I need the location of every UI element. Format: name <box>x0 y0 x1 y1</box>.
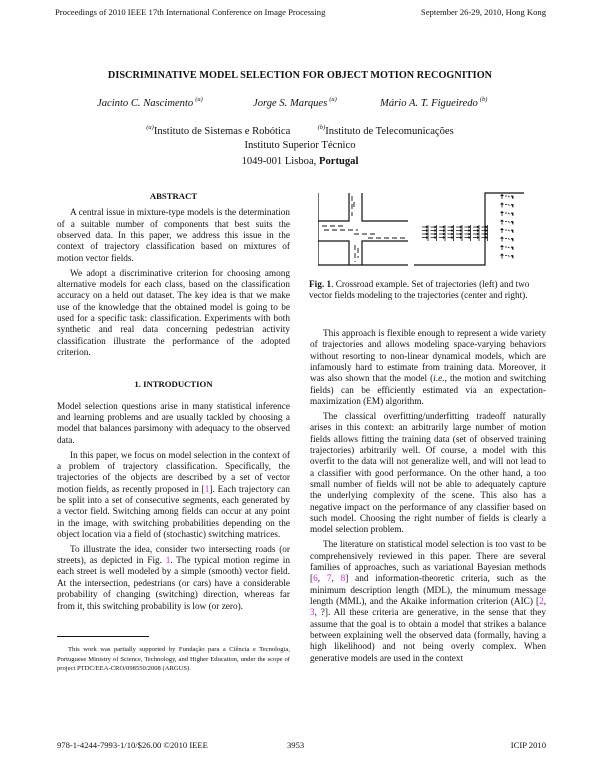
arrow-icon <box>473 226 479 228</box>
footnote-rule <box>57 636 149 637</box>
citation-link[interactable]: 1 <box>165 556 171 567</box>
paragraph <box>310 329 546 408</box>
arrow-icon <box>501 229 514 234</box>
paragraph <box>57 451 290 542</box>
figure-1-crossroad <box>318 190 558 272</box>
arrow-icon <box>422 233 428 235</box>
arrow-icon <box>465 237 471 239</box>
arrow-icon <box>473 237 479 239</box>
paragraph-text: , the motion and switching fields) can be efficiently estimated via an expectation-maximization (EM) algorithm. <box>310 374 546 408</box>
arrow-icon <box>473 233 479 235</box>
citation-link[interactable]: 8 <box>340 574 346 585</box>
affiliation-mark: (b) <box>317 124 326 131</box>
paragraph <box>57 545 290 613</box>
paragraph <box>57 402 290 447</box>
arrow-icon <box>473 230 479 232</box>
trajectories-panel <box>318 193 408 265</box>
paragraph-text: This approach is flexible enough to represent a wide variety of trajectories and allows modeling space-varying behaviors without resorting to non-linear dynamical models, which are infamously hard to estimate from training data. Moreover, it was also shown that the model ( <box>310 329 546 385</box>
arrow-icon <box>431 237 437 239</box>
citation-link[interactable]: 6 <box>313 574 318 585</box>
figure-label: Fig. 1 <box>309 280 332 290</box>
paragraph-text: The classical overfitting/underfitting tradeoff naturally arises in this context: an arbitrarily large number of motion fields allows fitting the training data (set of observed training trajectories) arbitrarily well. Of course, a model with this overfit to the data will not generalize well, and will not lead to a classifier with good performance. On the other hand, a too small number of fields will not be able to adequately capture the underlying complexity of the scene. This also has a negative impact on the performance of any classifier based on such model. Choosing the right number of fields is clearly a model selection problem. <box>310 411 546 536</box>
citation-link[interactable]: 3 <box>310 608 315 619</box>
arrow-icon <box>465 230 471 232</box>
author-2 <box>253 96 337 109</box>
right-column <box>310 329 546 668</box>
paragraph <box>310 540 546 665</box>
paragraph-text: , <box>317 574 327 585</box>
vector-field-center-arrows <box>422 225 488 241</box>
arrow-icon <box>465 226 471 228</box>
arrow-icon <box>431 226 437 228</box>
paragraph-text: , <box>331 574 341 585</box>
author-mark: (a) <box>195 96 203 103</box>
right-body <box>310 329 546 665</box>
paragraph-text: A central issue in mixture-type models is the determination of a suitable number of components that best suits the observed data. In this paper, we address this issue in the context of trajectory classification based on mixtures of motion vector fields. <box>57 208 290 264</box>
paragraph-text: To illustrate the idea, consider two intersecting roads (or streets), as depicted in Fig. <box>57 544 290 567</box>
arrow-icon <box>422 226 428 228</box>
figure-caption-text: . Crossroad example. Set of trajectories (left) and two vector fields modeling to the trajectories (center and right). <box>309 280 530 302</box>
arrow-icon <box>456 237 462 239</box>
intro-heading: 1. INTRODUCTION <box>134 379 213 390</box>
arrow-icon <box>501 220 514 225</box>
paragraph-text: , ?]. All these criteria are generative, in the sense that they assume that the goal is to obtain a model that strikes a balance between explaining well the observed data (formally, having a high likelihood) and not being overly complex. When generative models are used in the context <box>310 608 546 664</box>
arrow-icon <box>482 233 488 235</box>
paragraph-text: The literature on statistical model selection is too vast to be comprehensively reviewed in this paper. There are several families of approaches, such as variational Bayesian methods [ <box>310 540 546 585</box>
arrow-icon <box>439 230 445 232</box>
arrow-icon <box>482 226 488 228</box>
header-date: September 26-29, 2010, Hong Kong <box>420 7 546 17</box>
arrow-icon <box>448 233 454 235</box>
arrow-icon <box>456 233 462 235</box>
paragraph-text: ] and information-theoretic criteria, such as the minimum description length (MDL), the minumum message length (MML), and the Akaike information criterion (AIC) [ <box>310 574 547 607</box>
paragraph-text: , <box>543 596 546 607</box>
arrow-icon <box>448 230 454 232</box>
arrow-icon <box>439 233 445 235</box>
paragraph-text: Model selection questions arise in many statistical inference and learning problems and are usually tackled by choosing a model that balances parsimony with adequacy to the observed data. <box>57 401 290 446</box>
footer-venue: ICIP 2010 <box>510 740 546 750</box>
country: Portugal <box>318 156 359 167</box>
vector-field-right-arrows <box>501 195 514 259</box>
arrow-icon <box>482 237 488 239</box>
arrow-icon <box>501 212 514 217</box>
author-mark: (a) <box>329 96 337 103</box>
arrow-icon <box>422 237 428 239</box>
arrow-icon <box>501 203 514 208</box>
author-name: Jorge S. Marques <box>253 98 328 109</box>
affiliation-a: Instituto de Sistemas e Robótica <box>153 126 291 137</box>
citation-link[interactable]: 7 <box>326 574 332 585</box>
vector-field-center <box>414 193 524 265</box>
arrow-icon <box>439 226 445 228</box>
abstract-body <box>57 208 290 359</box>
page-number: 3953 <box>287 740 305 750</box>
arrow-icon <box>501 254 514 259</box>
intro-body <box>57 402 290 613</box>
arrow-icon <box>439 237 445 239</box>
arrow-icon <box>456 230 462 232</box>
figure-caption <box>309 280 549 303</box>
footnote <box>57 645 290 674</box>
affiliation-b: Instituto de Telecomunicações <box>325 126 454 137</box>
address: 1049-001 Lisboa, <box>241 156 319 167</box>
paragraph-text: ]. Each trajectory can be split into a set of consecutive segments, each generated by a vector field. Switching among fields can occur at any point in the image, with switching probabilities depending on the object location via a field of (stochastic) switching matrices. <box>57 484 290 540</box>
abstract-heading: ABSTRACT <box>149 191 198 201</box>
paragraph-text: . The typical motion regime in each street is well modeled by a simple (smooth) vector field. At the intersection, pedestrians (or cars) have a considerable probability of changing (switching) direction, whereas far from it, this switching probability is low (or zero). <box>57 556 290 612</box>
arrow-icon <box>448 237 454 239</box>
arrow-icon <box>501 195 514 200</box>
footer-isbn: 978-1-4244-7993-1/10/$26.00 ©2010 IEEE <box>57 740 208 750</box>
paragraph <box>57 269 290 360</box>
arrow-icon <box>431 230 437 232</box>
arrow-icon <box>465 233 471 235</box>
arrow-icon <box>431 233 437 235</box>
author-1 <box>97 96 203 109</box>
arrow-icon <box>501 246 514 251</box>
arrow-icon <box>448 226 454 228</box>
affiliations-line-3 <box>0 156 600 167</box>
paragraph <box>57 208 290 265</box>
paragraph-text: We adopt a discriminative criterion for choosing among alternative models for each class, based on the classification accuracy on a held out dataset. The key idea is that we make use of the knowledge that the obtained model is going to be used for a specific task: classification. Experiments with both synthetic and real data concerning pedestrian activity classification illustrate the performance of the adopted criterion. <box>57 268 290 358</box>
footnote-text: This work was partially supported by Fundação para a Ciência e Tecnologia, Portuguese Ministry of Science, Technology, and Higher Education, under the scope of project PTDC/EEA-CRO/098550/2008 (ARGUS). <box>57 646 290 672</box>
paragraph-text: i.e. <box>433 374 445 385</box>
author-3 <box>380 96 487 109</box>
arrow-icon <box>456 226 462 228</box>
left-column <box>57 191 290 616</box>
arrow-icon <box>422 230 428 232</box>
arrow-icon <box>482 230 488 232</box>
affiliations-line-1 <box>0 124 600 137</box>
arrow-icon <box>501 237 514 242</box>
paragraph-text: In this paper, we focus on model selection in the context of a problem of trajectory classification. Specifically, the trajectories of the objects are described by a set of vector motion fields, as recently proposed in [ <box>57 450 290 495</box>
affiliation-mark: (a) <box>146 124 154 131</box>
citation-link[interactable]: 2 <box>539 596 544 607</box>
author-name: Jacinto C. Nascimento <box>97 98 194 109</box>
author-mark: (b) <box>479 96 488 103</box>
paragraph <box>310 412 546 537</box>
citation-link[interactable]: 1 <box>204 484 210 495</box>
affiliations-line-2: Instituto Superior Técnico <box>244 140 356 151</box>
header-conference: Proceedings of 2010 IEEE 17th International Conference on Image Processing <box>55 7 326 17</box>
author-name: Mário A. T. Figueiredo <box>380 98 478 109</box>
paper-title: DISCRIMINATIVE MODEL SELECTION FOR OBJECT MOTION RECOGNITION <box>107 70 493 81</box>
